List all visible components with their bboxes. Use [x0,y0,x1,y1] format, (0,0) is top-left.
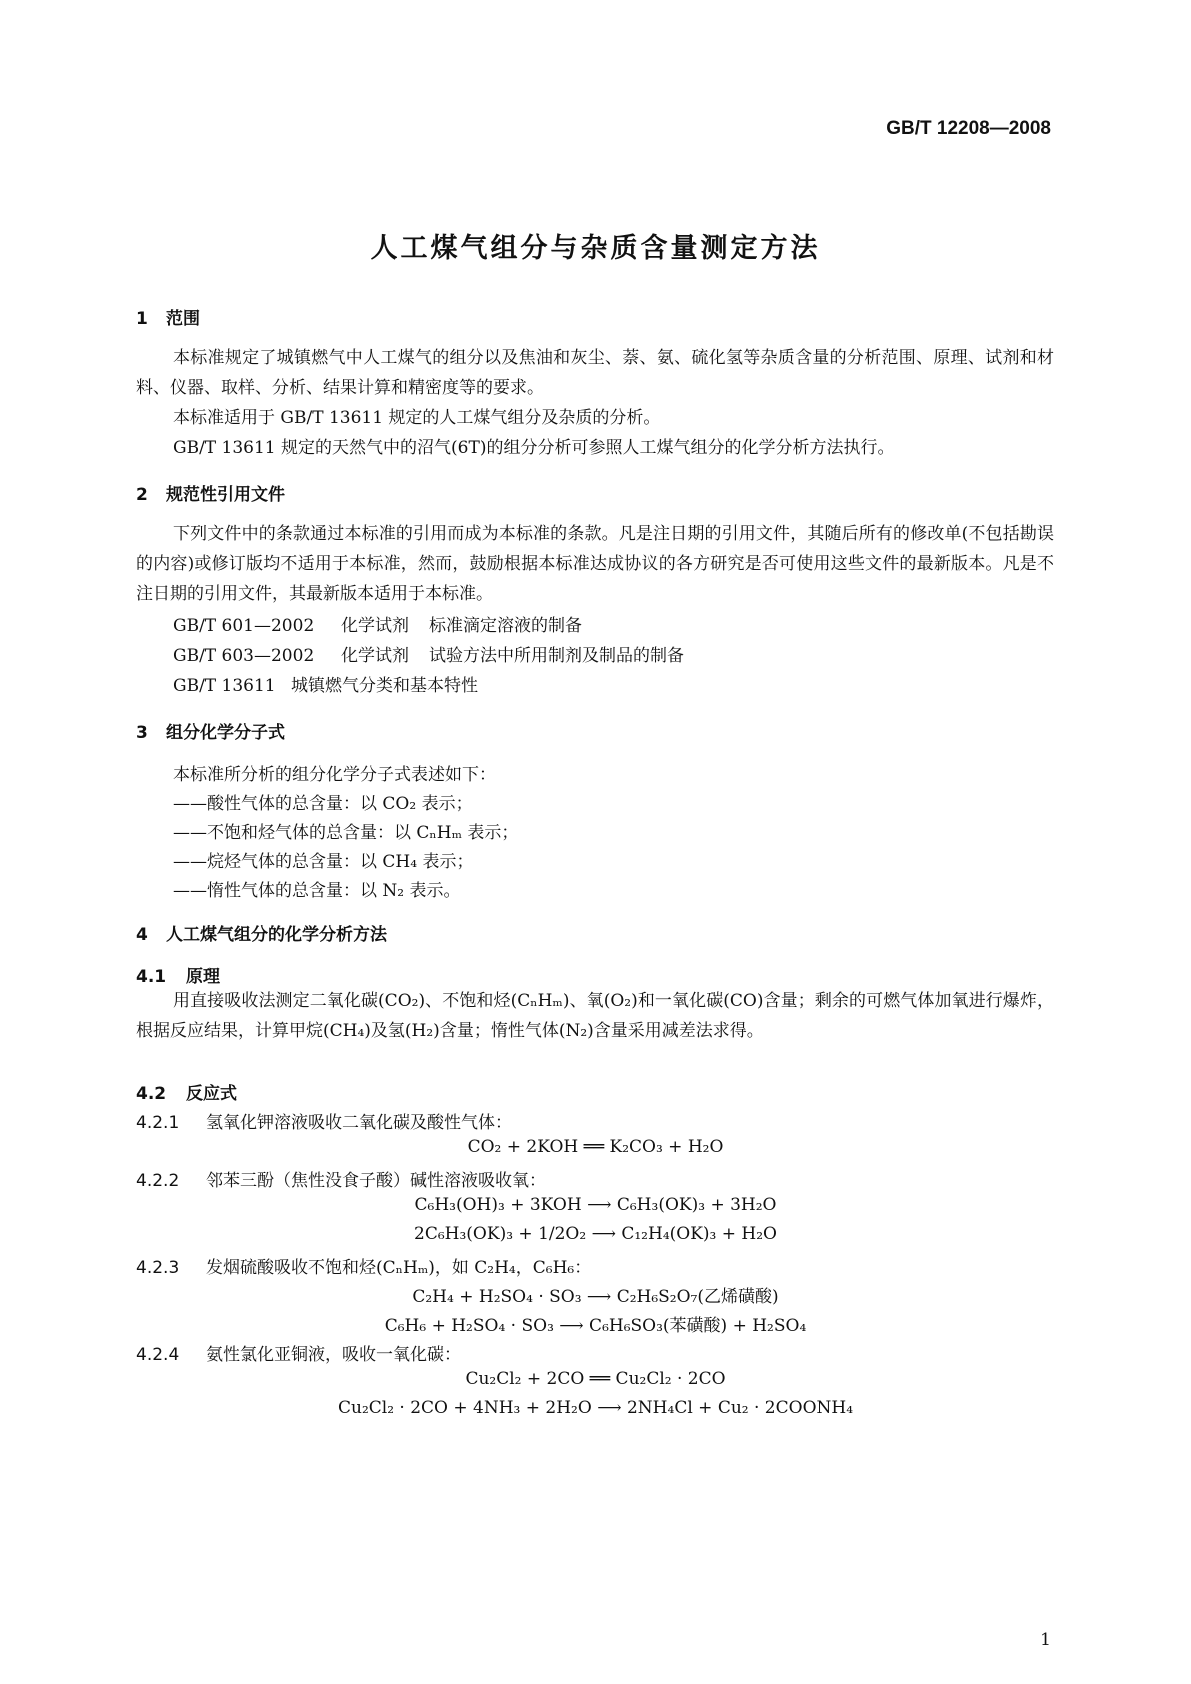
reaction-equation: Cu₂Cl₂ + 2CO ══ Cu₂Cl₂ · 2CO [465,1369,726,1389]
clause-4-2-3 [136,1253,591,1278]
section-number: 3 [136,723,148,743]
reference-name: 标准滴定溶液的制备 [429,616,582,636]
subsection-title: 原理 [186,967,220,987]
section-number: 1 [136,309,148,329]
reaction-equation: Cu₂Cl₂ · 2CO + 4NH₃ + 2H₂O ⟶ 2NH₄Cl + Cu₂ · 2COONH₄ [337,1398,854,1418]
subsection-number: 4.2 [136,1084,167,1104]
clause-text: 发烟硫酸吸收不饱和烃(CₙHₘ)，如 C₂H₄，C₆H₆： [206,1258,592,1278]
reaction-equation: C₆H₃(OH)₃ + 3KOH ⟶ C₆H₃(OK)₃ + 3H₂O [414,1195,777,1215]
clause-number: 4.2.2 [136,1171,180,1191]
reaction-equation: CO₂ + 2KOH ══ K₂CO₃ + H₂O [467,1137,724,1157]
clause-number: 4.2.4 [136,1345,180,1365]
standard-number: GB/T 12208—2008 [886,118,1051,139]
section-3-heading [136,718,285,743]
subsection-4-1-heading [136,962,220,987]
reference-name: 城镇燃气分类和基本特性 [291,676,478,696]
page-number: 1 [1040,1630,1051,1650]
clause-text: 氨性氯化亚铜液，吸收一氧化碳： [206,1345,461,1365]
reaction-equation: 2C₆H₃(OK)₃ + 1/2O₂ ⟶ C₁₂H₄(OK)₃ + H₂O [414,1224,777,1244]
section-number: 2 [136,485,148,505]
reference-code: GB/T 603—2002 [173,646,315,666]
normative-reference [173,641,684,666]
clause-4-2-2 [136,1166,546,1191]
list-item: ——酸性气体的总含量：以 CO₂ 表示； [173,794,473,814]
section-3-intro: 本标准所分析的组分化学分子式表述如下： [173,765,496,785]
reference-category: 化学试剂 [341,616,409,636]
section-title: 规范性引用文件 [166,485,285,505]
normative-reference [173,611,582,636]
section-4-heading [136,920,387,945]
reference-name: 试验方法中所用制剂及制品的制备 [429,646,684,666]
normative-reference [173,671,478,696]
section-1-paragraph-3: GB/T 13611 规定的天然气中的沼气(6T)的组分分析可参照人工煤气组分的化学分析方法执行。 [173,438,895,458]
subsection-4-2-heading [136,1079,237,1104]
subsection-title: 反应式 [186,1084,237,1104]
clause-number: 4.2.1 [136,1113,180,1133]
reaction-equation: C₂H₄ + H₂SO₄ · SO₃ ⟶ C₂H₆S₂O₇(乙烯磺酸) [412,1287,779,1307]
clause-number: 4.2.3 [136,1258,180,1278]
reaction-equation: C₆H₆ + H₂SO₄ · SO₃ ⟶ C₆H₆SO₃(苯磺酸) + H₂SO₄ [384,1316,807,1336]
reference-code: GB/T 601—2002 [173,616,315,636]
clause-text: 氢氧化钾溶液吸收二氧化碳及酸性气体： [206,1113,512,1133]
section-title: 范围 [166,309,200,329]
section-number: 4 [136,925,148,945]
subsection-4-1-paragraph: 用直接吸收法测定二氧化碳(CO₂)、不饱和烃(CₙHₘ)、氧(O₂)和一氧化碳(CO)含量；剩余的可燃气体加氧进行爆炸，根据反应结果，计算甲烷(CH₄)及氢(H₂)含量；惰性气体(N₂)含量采用减差法求得。 [136,991,1054,1041]
list-item: ——不饱和烃气体的总含量：以 CₙHₘ 表示； [173,823,519,843]
clause-4-2-1 [136,1108,512,1133]
section-title: 人工煤气组分的化学分析方法 [166,925,387,945]
clause-text: 邻苯三酚（焦性没食子酸）碱性溶液吸收氧： [206,1171,546,1191]
list-item: ——惰性气体的总含量：以 N₂ 表示。 [173,881,461,901]
section-title: 组分化学分子式 [166,723,285,743]
section-1-heading [136,304,200,329]
section-1-paragraph-2: 本标准适用于 GB/T 13611 规定的人工煤气组分及杂质的分析。 [173,408,661,428]
section-1-paragraph-1: 本标准规定了城镇燃气中人工煤气的组分以及焦油和灰尘、萘、氨、硫化氢等杂质含量的分析范围、原理、试剂和材料、仪器、取样、分析、结果计算和精密度等的要求。 [136,348,1054,398]
subsection-number: 4.1 [136,967,167,987]
page-title: 人工煤气组分与杂质含量测定方法 [370,233,821,264]
list-item: ——烷烃气体的总含量：以 CH₄ 表示； [173,852,474,872]
reference-code: GB/T 13611 [173,676,276,696]
section-2-paragraph-1: 下列文件中的条款通过本标准的引用而成为本标准的条款。凡是注日期的引用文件，其随后所有的修改单(不包括勘误的内容)或修订版均不适用于本标准，然而，鼓励根据本标准达成协议的各方研究是否可使用这些文件的最新版本。凡是不注日期的引用文件，其最新版本适用于本标准。 [136,524,1054,604]
clause-4-2-4 [136,1340,461,1365]
reference-category: 化学试剂 [341,646,409,666]
section-2-heading [136,480,285,505]
